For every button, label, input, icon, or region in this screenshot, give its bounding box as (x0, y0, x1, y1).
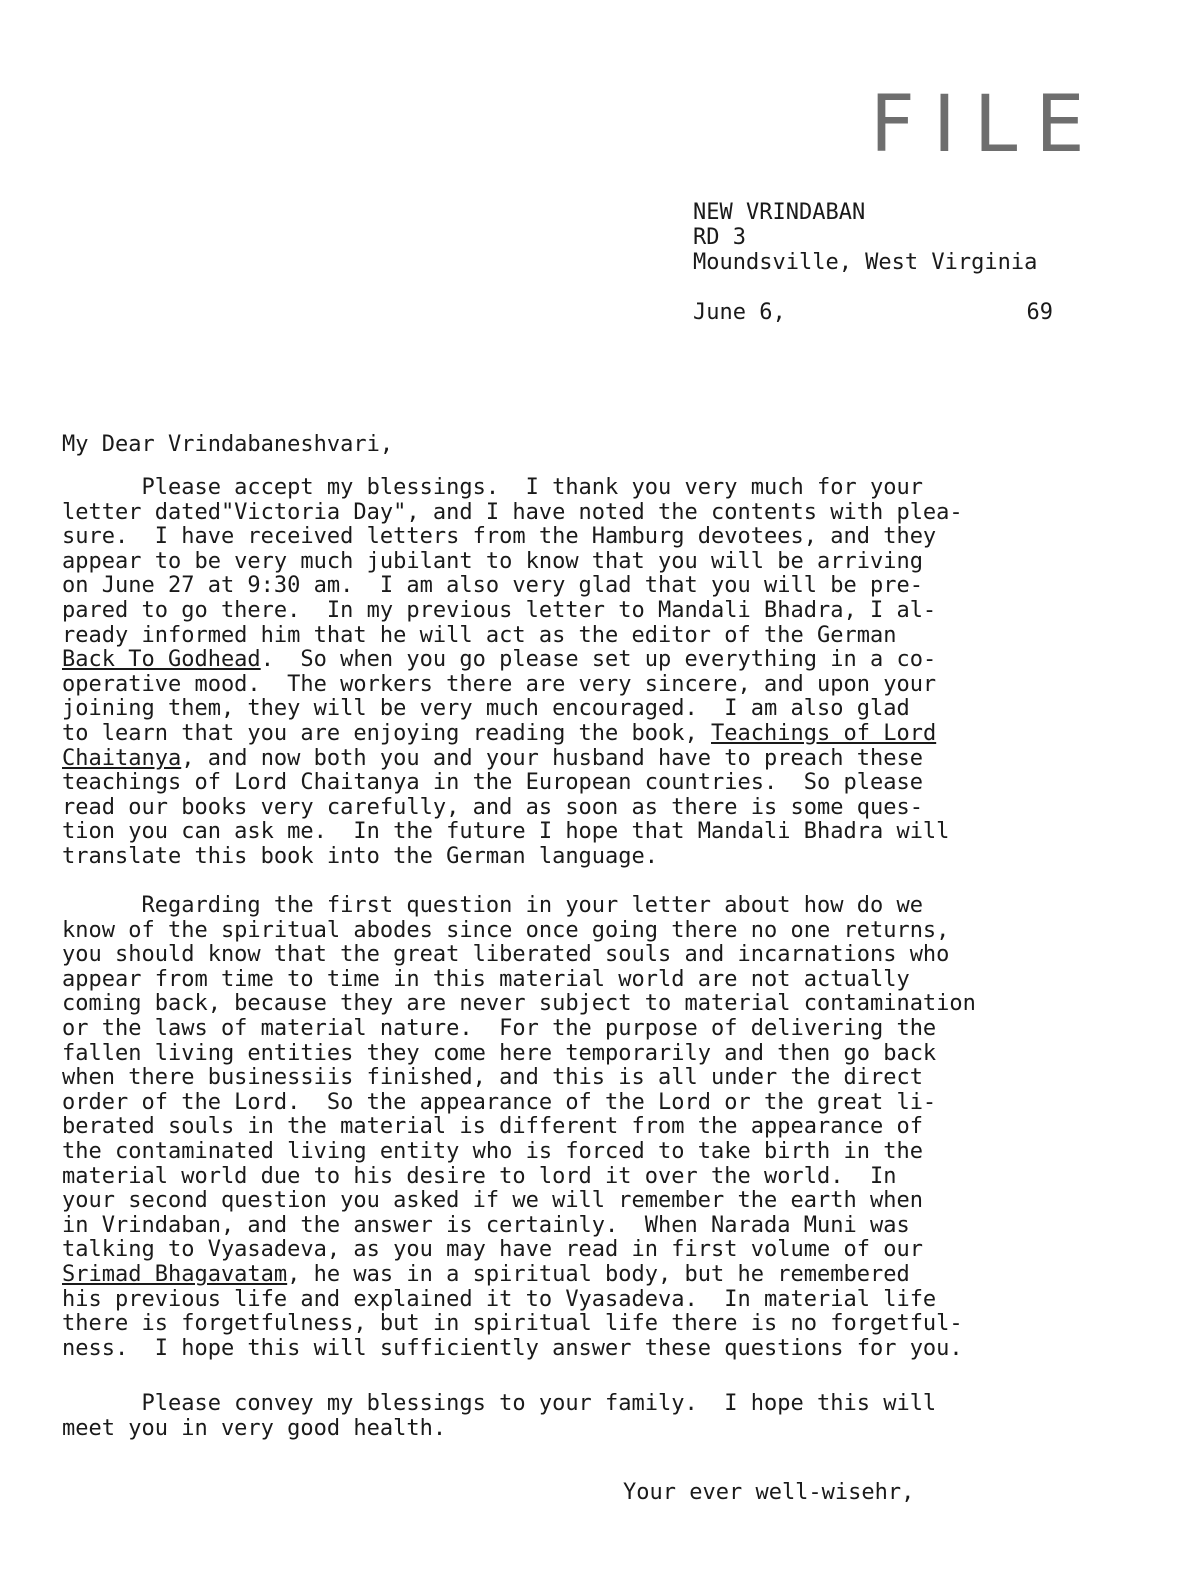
line: on June 27 at 9:30 am. I am also very glad that you will be pre- (62, 573, 923, 599)
line: to learn that you are enjoying reading the book, (62, 720, 712, 746)
line: joining them, they will be very much encouraged. I am also glad (62, 696, 910, 722)
line: ready informed him that he will act as the editor of the German (62, 622, 897, 648)
line: there is forgetfulness, but in spiritual life there is no forgetful- (62, 1311, 963, 1337)
book-title-teachings: Teachings of Lord (711, 720, 937, 746)
line: or the laws of material nature. For the purpose of delivering the (62, 1015, 937, 1041)
paragraph-2 (62, 894, 1122, 1361)
line: ness. I hope this will sufficiently answer these questions for you. (62, 1335, 963, 1361)
address-line-2: RD 3 (693, 225, 746, 250)
line: tion you can ask me. In the future I hope that Mandali Bhadra will (62, 819, 950, 845)
paragraph-1 (62, 476, 1122, 870)
book-title-back-to-godhead: Back To Godhead (62, 647, 261, 673)
line: Please convey my blessings to your family. I hope this will (62, 1391, 937, 1416)
line: in Vrindaban, and the answer is certainly. When Narada Muni was (62, 1212, 910, 1238)
line: translate this book into the German language. (62, 843, 659, 869)
line: appear to be very much jubilant to know that you will be arriving (62, 548, 923, 574)
line: you should know that the great liberated souls and incarnations who (62, 942, 950, 968)
date-year: 69 (1026, 300, 1053, 325)
file-stamp: FILE (870, 80, 1103, 170)
line: his previous life and explained it to Vyasadeva. In material life (62, 1286, 937, 1312)
book-title-srimad-bhagavatam: Srimad Bhagavatam (62, 1261, 288, 1287)
letter-date (693, 300, 1053, 325)
line: Please accept my blessings. I thank you very much for your (62, 475, 923, 500)
line: operative mood. The workers there are very sincere, and upon your (62, 671, 937, 697)
line: letter dated"Victoria Day", and I have noted the contents with plea- (62, 499, 963, 525)
address-line-3: Moundsville, West Virginia (693, 250, 1038, 275)
line: know of the spiritual abodes since once going there no one returns, (62, 917, 950, 943)
line: pared to go there. In my previous letter to Mandali Bhadra, I al- (62, 597, 937, 623)
line: . So when you go please set up everything in a co- (260, 647, 937, 673)
line: material world due to his desire to lord it over the world. In (62, 1163, 897, 1189)
line: read our books very carefully, and as soon as there is some ques- (62, 794, 923, 820)
line: fallen living entities they come here temporarily and then go back (62, 1040, 937, 1066)
line: sure. I have received letters from the Hamburg devotees, and they (62, 524, 937, 550)
address-line-1: NEW VRINDABAN (693, 200, 866, 225)
line: your second question you asked if we will remember the earth when (62, 1188, 923, 1214)
line: when there businessiis finished, and this is all under the direct (62, 1065, 923, 1091)
line: , he was in a spiritual body, but he remembered (287, 1261, 910, 1287)
date-month-day: June 6, (693, 300, 786, 325)
line: meet you in very good health. (62, 1415, 447, 1441)
salutation: My Dear Vrindabaneshvari, (62, 432, 394, 457)
line: berated souls in the material is different from the appearance of (62, 1114, 923, 1140)
line: appear from time to time in this material world are not actually (62, 966, 910, 992)
book-title-chaitanya: Chaitanya (62, 745, 182, 771)
line: teachings of Lord Chaitanya in the European countries. So please (62, 770, 923, 796)
line: coming back, because they are never subject to material contamination (62, 991, 976, 1017)
closing: Your ever well-wisehr, (623, 1480, 915, 1505)
sender-address (693, 200, 1037, 275)
line: , and now both you and your husband have to preach these (181, 745, 923, 771)
line: Regarding the first question in your letter about how do we (62, 893, 923, 918)
paragraph-3 (62, 1392, 1122, 1441)
line: talking to Vyasadeva, as you may have read in first volume of our (62, 1237, 923, 1263)
line: order of the Lord. So the appearance of the Lord or the great li- (62, 1089, 937, 1115)
line: the contaminated living entity who is forced to take birth in the (62, 1138, 923, 1164)
